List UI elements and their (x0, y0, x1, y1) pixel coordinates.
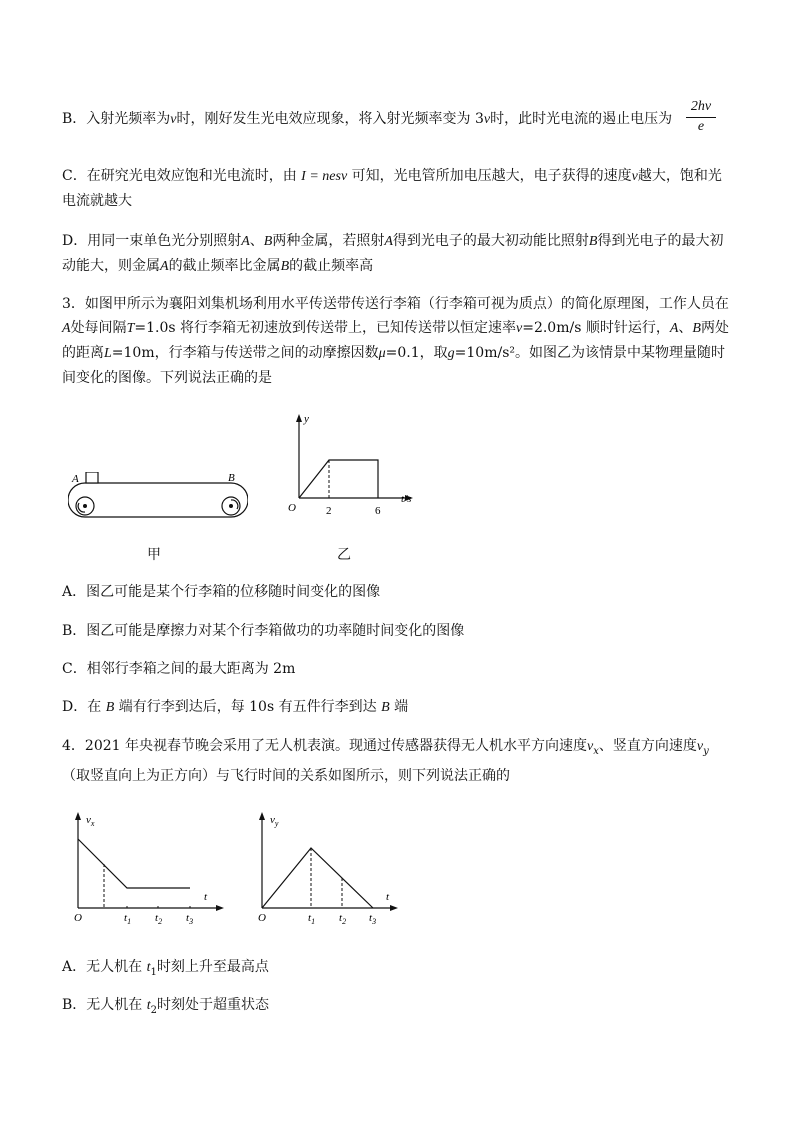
question-3-stem: 3．如图甲所示为襄阳刘集机场利用水平传送带传送行李箱（行李箱可视为质点）的简化原理图，工作人员在A处每间隔T=1.0s 将行李箱无初速放到传送带上，已知传送带以恒定速率v=2.0m/s 顺时针运行，A、B两处的距离L=10m，行李箱与传送带之间的动摩擦因数μ=0.1，取g=10m/s²。如图乙为该情景中某物理量随时间变化的图像。下列说法正确的是 (62, 296, 729, 386)
vx-y-axis-arrow (75, 812, 81, 820)
vy-y-axis-arrow (259, 812, 265, 820)
option-d-cutoff-frequency: D．用同一束单色光分别照射A、B两种金属，若照射A得到光电子的最大初动能比照射B得到光电子的最大初动能大，则金属A的截止频率比金属B的截止频率高 (62, 233, 724, 274)
question-4-stem: 4．2021 年央视春节晚会采用了无人机表演。现通过传感器获得无人机水平方向速度$v_x$、竖直方向速度$v_y$（取竖直向上为正方向）与飞行时间的关系如图所示，则下列说法正确的 (62, 738, 709, 784)
x-axis-label: t/s (401, 493, 412, 505)
tick-label-2: 2 (326, 505, 332, 517)
q4-option-b: B．无人机在 $t_2$时刻处于超重状态 (62, 997, 270, 1016)
figure-yi-graph (285, 410, 425, 522)
vy-graph-line (262, 848, 373, 908)
figure-jia-conveyor (68, 472, 248, 522)
vy-x-label: t (386, 891, 390, 903)
q3-option-c: C．相邻行李箱之间的最大距离为 2m (62, 661, 296, 677)
point-a-label: A (72, 473, 79, 485)
vy-y-label: $v_y$ (270, 814, 279, 828)
fraction-numerator: 2hν (690, 99, 712, 114)
vx-t2-label: $t_2$ (155, 912, 163, 926)
vx-t3-label: $t_3$ (186, 912, 194, 926)
stopping-voltage-fraction (686, 98, 716, 135)
vx-t1-label: $t_1$ (124, 912, 132, 926)
y-axis-arrow (296, 414, 302, 422)
fraction-bar (686, 117, 716, 118)
y-axis-label: y (304, 413, 309, 425)
vy-origin-label: O (258, 912, 266, 924)
vx-graph-line (78, 839, 190, 888)
vy-t1-label: $t_1$ (308, 912, 316, 926)
fraction-denominator: e (697, 119, 705, 134)
origin-label: O (288, 502, 296, 514)
vy-t2-label: $t_2$ (339, 912, 347, 926)
vx-origin-label: O (74, 912, 82, 924)
right-pulley-axle (229, 504, 233, 508)
figure-vx-graph (60, 806, 230, 926)
vx-x-label: t (204, 891, 208, 903)
q4-option-a: A．无人机在 $t_1$时刻上升至最高点 (62, 959, 269, 978)
luggage-box (86, 472, 98, 483)
vx-y-label: $v_x$ (86, 814, 95, 828)
vy-t3-label: $t_3$ (369, 912, 377, 926)
q3-option-d: D．在 B 端有行李到达后，每 10s 有五件行李到达 B 端 (62, 699, 409, 715)
q3-option-a: A．图乙可能是某个行李箱的位移随时间变化的图像 (62, 584, 381, 600)
option-b-photoelectric: B．入射光频率为ν时，刚好发生光电效应现象，将入射光频率变为 3ν时，此时光电流的遏止电压为 (62, 111, 673, 127)
figure-vy-graph (244, 806, 414, 926)
graph-line (299, 460, 378, 498)
figure-yi-caption: 乙 (337, 547, 351, 563)
option-c-saturation-current: C．在研究光电效应饱和光电流时，由 I = nesv 可知，光电管所加电压越大，电子获得的速度v越大，饱和光电流就越大 (62, 168, 722, 209)
q3-option-b: B．图乙可能是摩擦力对某个行李箱做功的功率随时间变化的图像 (62, 623, 465, 639)
vx-x-axis-arrow (216, 905, 224, 911)
left-pulley-axle (83, 504, 87, 508)
vy-x-axis-arrow (390, 905, 398, 911)
tick-label-6: 6 (375, 505, 381, 517)
point-b-label: B (228, 472, 235, 484)
figure-jia-caption: 甲 (147, 547, 161, 563)
